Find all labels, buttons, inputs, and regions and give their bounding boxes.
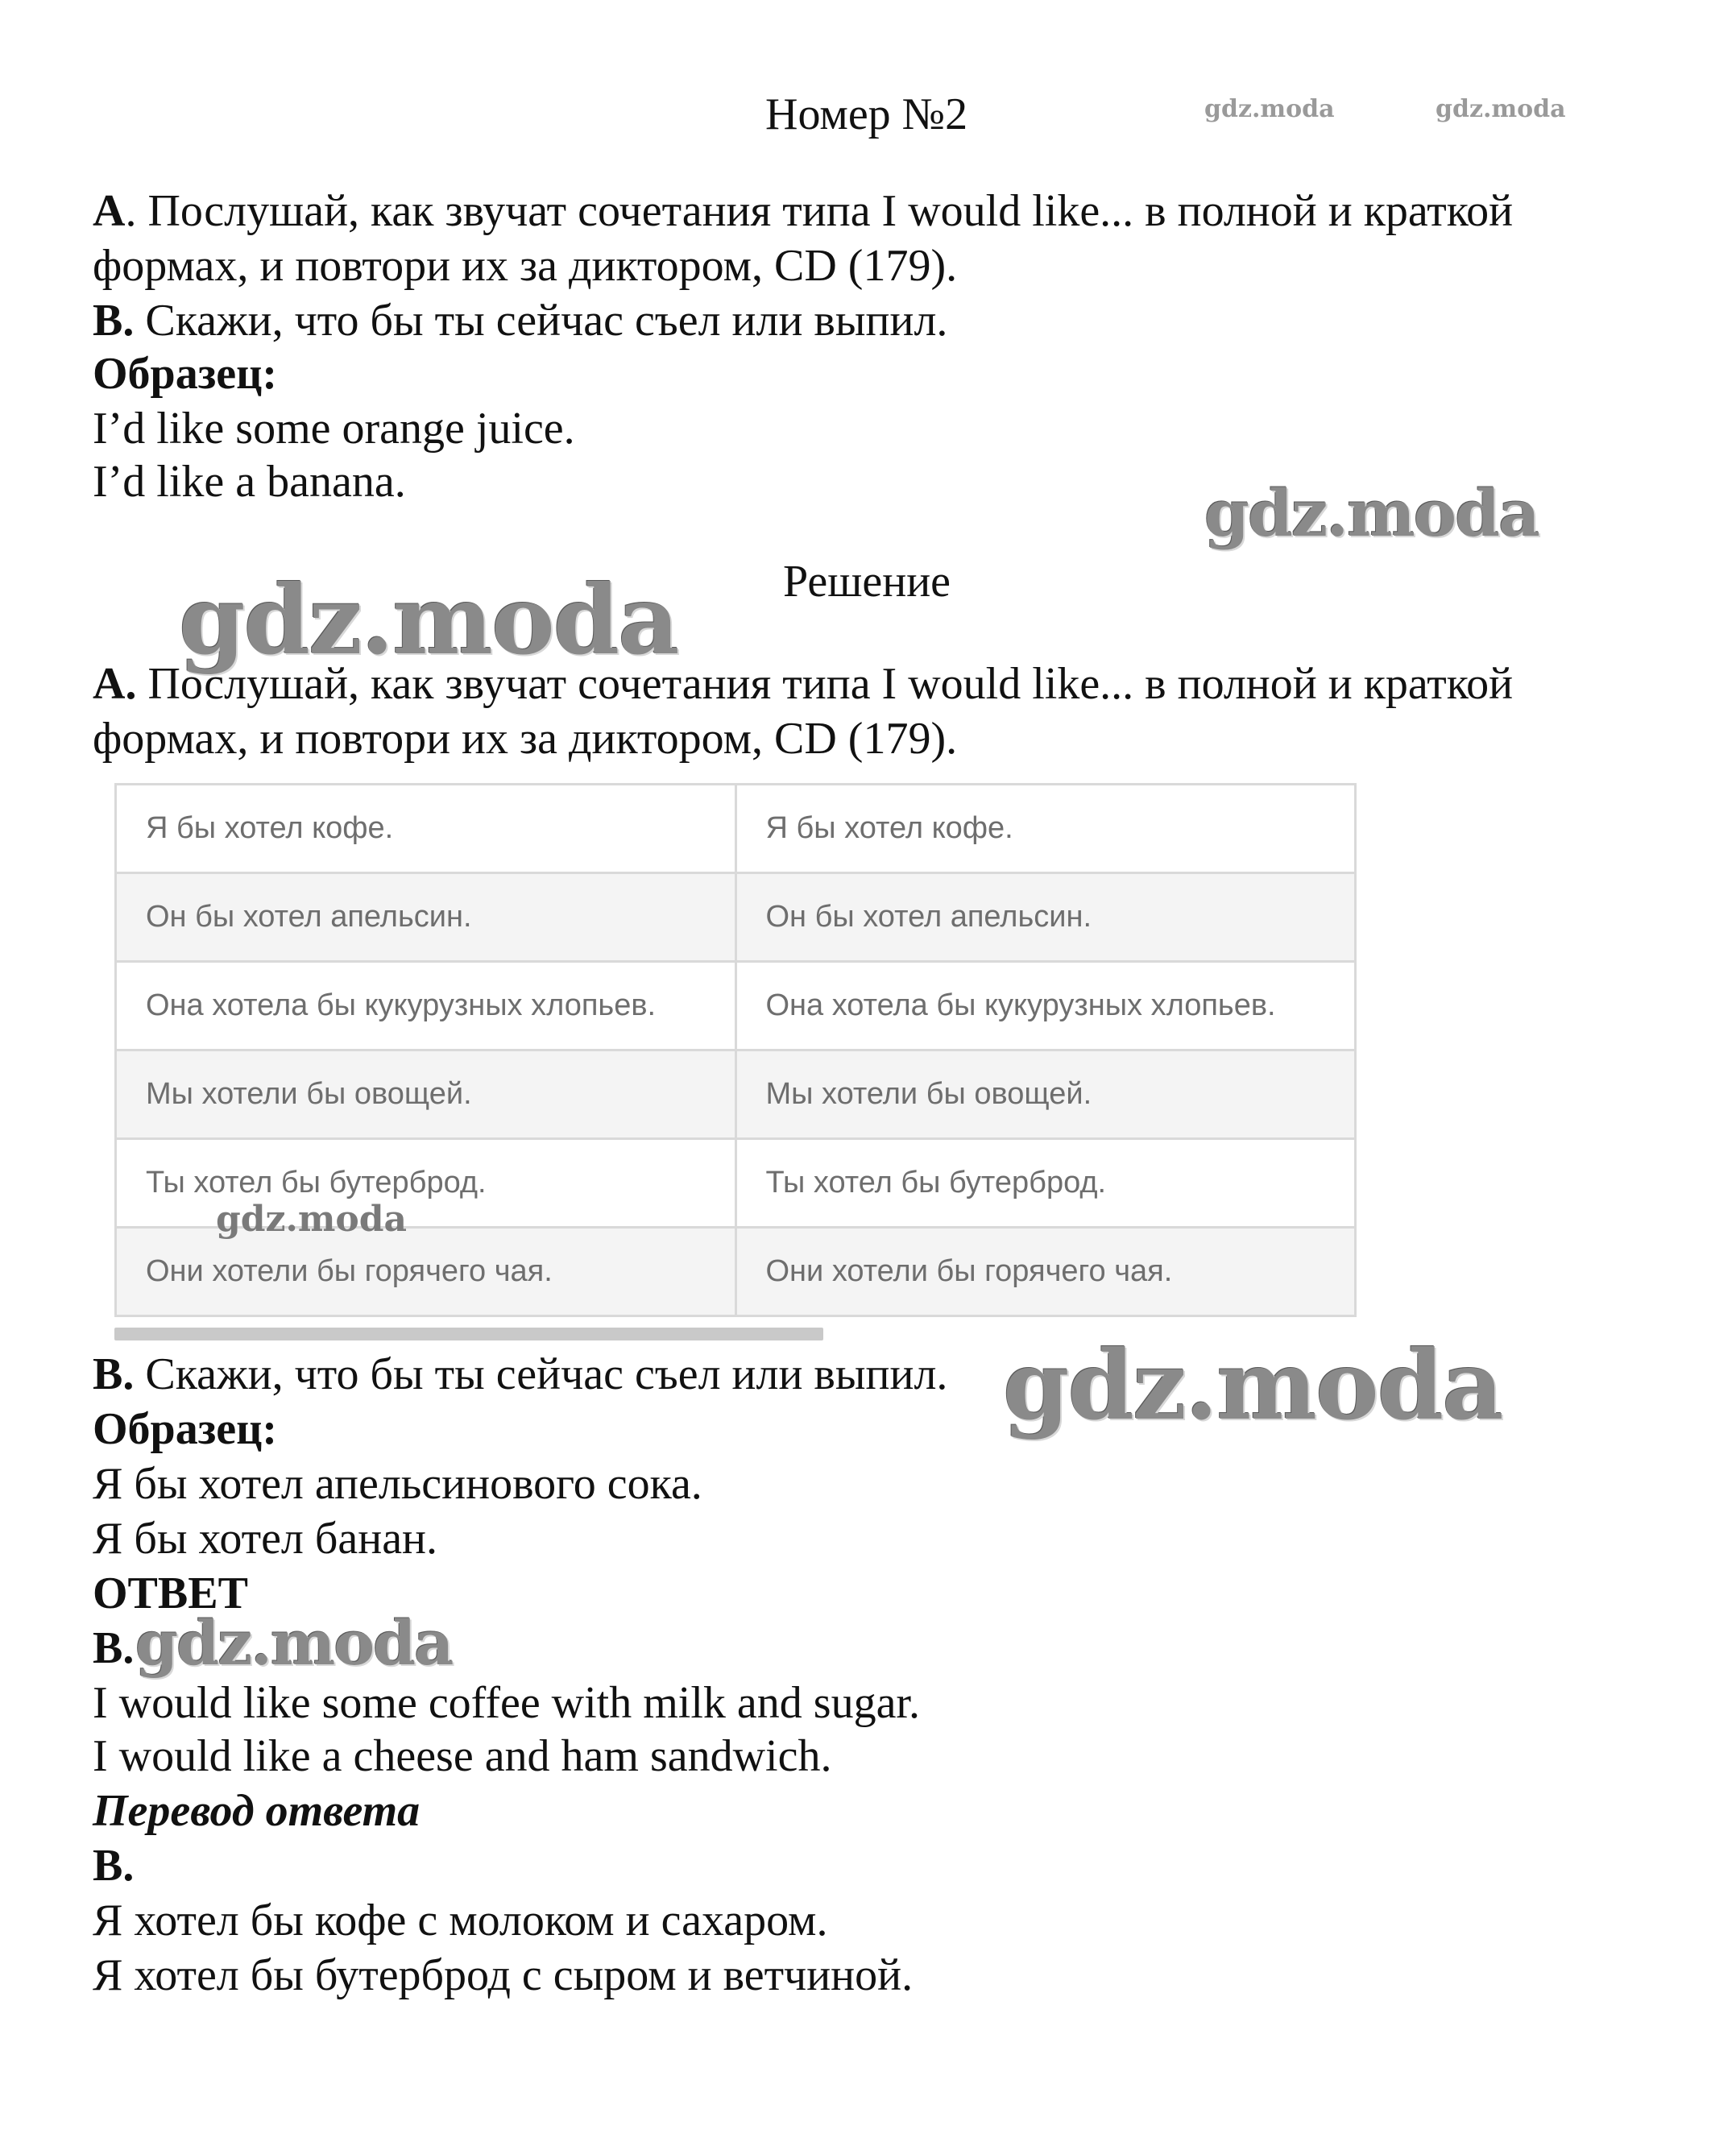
translation-line-1: Я хотел бы кофе с молоком и сахаром. [93, 1896, 828, 1945]
translation-line-2: Я хотел бы бутерброд с сыром и ветчиной. [93, 1950, 914, 2000]
answer-b-label: B. [93, 1623, 135, 1673]
table-row [116, 785, 1356, 873]
solution-b-label: B. [93, 1349, 135, 1399]
table-cell: Она хотела бы кукурузных хлопьев. [735, 962, 1356, 1050]
table-cell: Они хотели бы горячего чая. [735, 1228, 1356, 1316]
answer-line-1: I would like some coffee with milk and sugar. [93, 1678, 920, 1728]
table-cell: Она хотела бы кукурузных хлопьев. [116, 962, 736, 1050]
table-cell: Он бы хотел апельсин. [116, 873, 736, 962]
task-a-line-2: формах, и повтори их за диктором, CD (179). [93, 241, 958, 291]
translation-heading: Перевод ответа [93, 1786, 421, 1836]
translation-b-label: B. [93, 1841, 135, 1891]
table-row [116, 1050, 1356, 1139]
task-a-text: . Послушай, как звучат сочетания типа I would like... в полной и краткой [125, 186, 1514, 236]
solution-sample-label: Образец: [93, 1404, 277, 1454]
task-b-text: Скажи, что бы ты сейчас съел или выпил. [134, 296, 948, 346]
table-cell: Он бы хотел апельсин. [735, 873, 1356, 962]
solution-b-text: Скажи, что бы ты сейчас съел или выпил. [134, 1349, 948, 1399]
task-a-line-1 [93, 184, 1513, 238]
answer-heading: ОТВЕТ [93, 1568, 248, 1618]
solution-a-label: A. [93, 659, 137, 709]
table-cell: Ты хотел бы бутерброд. [116, 1139, 736, 1228]
solution-sample-1: Я бы хотел апельсинового сока. [93, 1459, 702, 1509]
task-sample-2: I’d like a banana. [93, 457, 406, 507]
table-row [116, 1228, 1356, 1316]
table-cell: Они хотели бы горячего чая. [116, 1228, 736, 1316]
solution-a-line-1 [93, 657, 1513, 711]
table-cell: Я бы хотел кофе. [735, 785, 1356, 873]
page-title: Номер №2 [765, 89, 968, 139]
watermark: gdz.moda [135, 1607, 453, 1679]
watermark: gdz.moda [179, 564, 678, 676]
table-cell: Мы хотели бы овощей. [735, 1050, 1356, 1139]
table-scrollbar[interactable] [114, 1328, 823, 1340]
watermark-small: gdz.moda [1436, 95, 1566, 123]
solution-b-line [93, 1347, 947, 1402]
watermark: gdz.moda [1003, 1329, 1502, 1441]
task-a-label: A [93, 186, 126, 236]
watermark-small: gdz.moda [1204, 95, 1335, 123]
table-cell: Ты хотел бы бутерброд. [735, 1139, 1356, 1228]
solution-heading: Решение [783, 557, 951, 607]
solution-a-line-2: формах, и повтори их за диктором, CD (179). [93, 714, 958, 764]
answer-line-2: I would like a cheese and ham sandwich. [93, 1731, 832, 1781]
task-sample-label: Образец: [93, 349, 277, 399]
task-b-line [93, 293, 947, 348]
table-row [116, 962, 1356, 1050]
solution-sample-2: Я бы хотел банан. [93, 1514, 438, 1564]
task-sample-1: I’d like some orange juice. [93, 404, 575, 454]
watermark: gdz.moda [1204, 475, 1539, 551]
watermark: gdz.moda [216, 1199, 408, 1240]
solution-a-text: Послушай, как звучат сочетания типа I would like... в полной и краткой [136, 659, 1514, 709]
task-b-label: B. [93, 296, 135, 346]
table-row [116, 873, 1356, 962]
table-cell: Мы хотели бы овощей. [116, 1050, 736, 1139]
table-cell: Я бы хотел кофе. [116, 785, 736, 873]
